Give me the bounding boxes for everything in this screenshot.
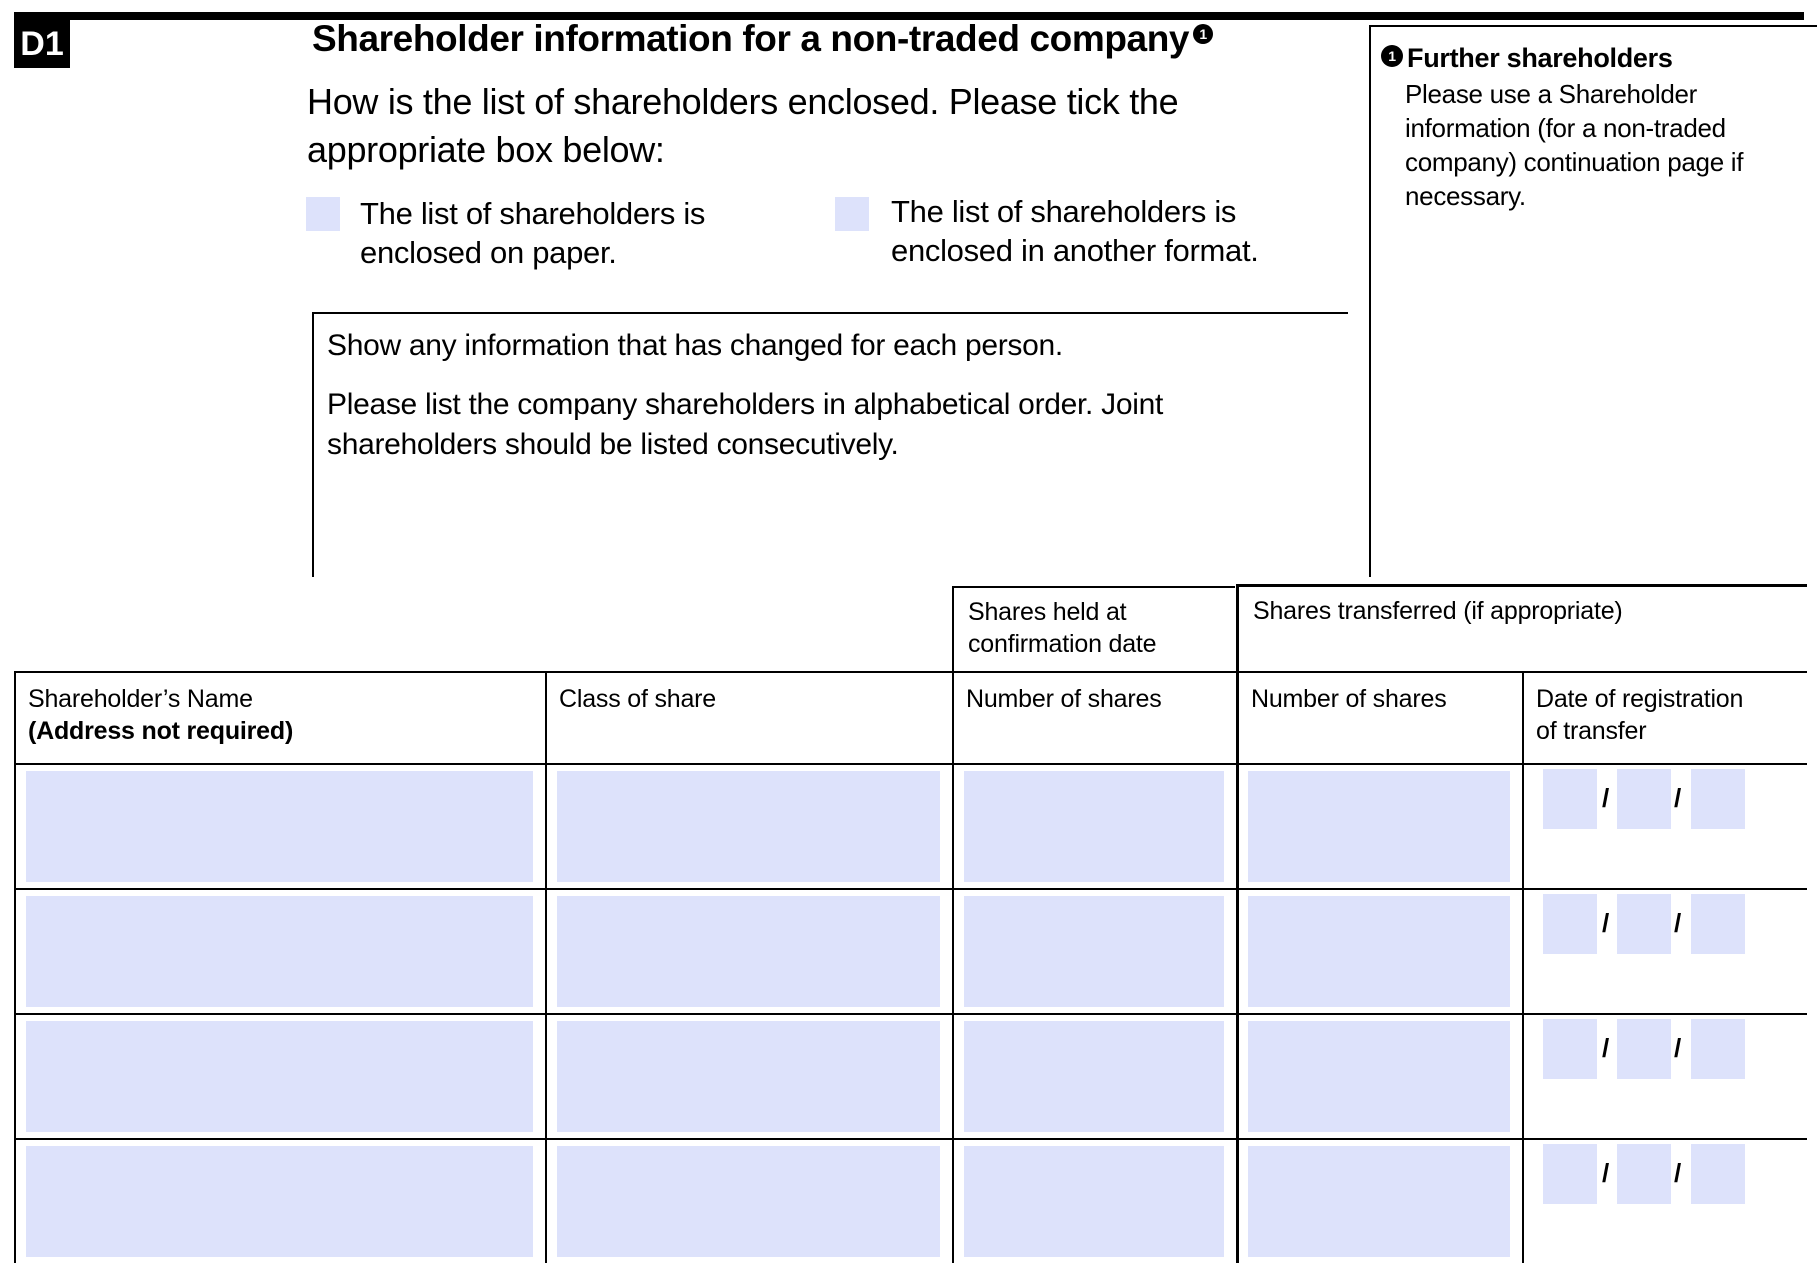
paper-option-line1: The list of shareholders is bbox=[360, 196, 706, 231]
row-1-date-month-field[interactable] bbox=[1617, 769, 1671, 829]
sidenote-body: Please use a Shareholder information (for a non-traded company) continuation page if necessary. bbox=[1405, 79, 1744, 211]
col-header-held-number bbox=[952, 671, 1236, 763]
col-header-name-note: (Address not required) bbox=[28, 717, 294, 745]
other-format-option-line1: The list of shareholders is bbox=[891, 194, 1237, 229]
row-3-date-separator-1: / bbox=[1602, 1033, 1610, 1063]
row-1-class-field[interactable] bbox=[557, 771, 940, 882]
sidenote-title bbox=[1381, 43, 1673, 74]
row-3-name-field[interactable] bbox=[26, 1021, 533, 1132]
shares-held-group-header: Shares held at confirmation date bbox=[952, 586, 1235, 671]
enclosure-question: How is the list of shareholders enclosed. Please tick the appropriate box below: bbox=[307, 81, 1179, 170]
col-header-date-text: Date of registration of transfer bbox=[1536, 685, 1744, 745]
row-2-date-year-field[interactable] bbox=[1691, 894, 1745, 954]
row-4-name-field[interactable] bbox=[26, 1146, 533, 1257]
instructions-line2: Please list the company shareholders in alphabetical order. Joint shareholders should be listed consecutively. bbox=[327, 388, 1163, 461]
row-2-date-day-field[interactable] bbox=[1543, 894, 1597, 954]
row-4-date-month-field[interactable] bbox=[1617, 1144, 1671, 1204]
row-2-class-field[interactable] bbox=[557, 896, 940, 1007]
instructions-line1: Show any information that has changed for each person. bbox=[327, 329, 1063, 362]
row-1-transferred-number-field[interactable] bbox=[1248, 771, 1510, 882]
other-format-checkbox[interactable] bbox=[835, 197, 869, 231]
row-3-date-day-field[interactable] bbox=[1543, 1019, 1597, 1079]
row-2-transferred-number-field[interactable] bbox=[1248, 896, 1510, 1007]
col-header-held-number-text: Number of shares bbox=[966, 685, 1162, 713]
row-4-date-separator-2: / bbox=[1674, 1158, 1682, 1188]
row-2-held-number-field[interactable] bbox=[964, 896, 1224, 1007]
col-header-transferred-number-text: Number of shares bbox=[1251, 685, 1447, 713]
other-format-option-label bbox=[891, 192, 1259, 270]
row-4-held-number-field[interactable] bbox=[964, 1146, 1224, 1257]
row-3-date-year-field[interactable] bbox=[1691, 1019, 1745, 1079]
row-4-transferred-number-field[interactable] bbox=[1248, 1146, 1510, 1257]
other-format-option-line2: enclosed in another format. bbox=[891, 233, 1259, 268]
col-header-name bbox=[14, 671, 545, 763]
paper-checkbox[interactable] bbox=[306, 197, 340, 231]
row-1-held-number-field[interactable] bbox=[964, 771, 1224, 882]
row-3-class-field[interactable] bbox=[557, 1021, 940, 1132]
row-4-class-field[interactable] bbox=[557, 1146, 940, 1257]
row-2-date-month-field[interactable] bbox=[1617, 894, 1671, 954]
instructions-box bbox=[312, 312, 1348, 577]
col-header-date bbox=[1522, 671, 1807, 763]
row-4-date-year-field[interactable] bbox=[1691, 1144, 1745, 1204]
row-3-date-separator-2: / bbox=[1674, 1033, 1682, 1063]
col-header-name-text: Shareholder’s Name bbox=[28, 685, 253, 713]
paper-option-label bbox=[360, 194, 705, 272]
note-marker-1: 1 bbox=[1193, 24, 1213, 44]
row-2-name-field[interactable] bbox=[26, 896, 533, 1007]
row-1-name-field[interactable] bbox=[26, 771, 533, 882]
col-header-class-text: Class of share bbox=[559, 685, 716, 713]
row-4-date-day-field[interactable] bbox=[1543, 1144, 1597, 1204]
section-title bbox=[312, 18, 1213, 60]
shares-transferred-group-header: Shares transferred (if appropriate) bbox=[1236, 584, 1807, 671]
row-1-date-separator-1: / bbox=[1602, 783, 1610, 813]
row-2-date-separator-2: / bbox=[1674, 908, 1682, 938]
row-3-held-number-field[interactable] bbox=[964, 1021, 1224, 1132]
row-1-date-separator-2: / bbox=[1674, 783, 1682, 813]
further-shareholders-note bbox=[1369, 25, 1817, 577]
paper-option-line2: enclosed on paper. bbox=[360, 235, 617, 270]
col-header-transferred-number bbox=[1236, 671, 1522, 763]
row-3-transferred-number-field[interactable] bbox=[1248, 1021, 1510, 1132]
row-1-date-day-field[interactable] bbox=[1543, 769, 1597, 829]
section-badge: D1 bbox=[14, 20, 70, 68]
row-1-date-year-field[interactable] bbox=[1691, 769, 1745, 829]
note-marker-icon: 1 bbox=[1381, 45, 1403, 67]
col-header-class bbox=[545, 671, 952, 763]
section-title-text: Shareholder information for a non-traded company bbox=[312, 18, 1190, 59]
row-3-date-month-field[interactable] bbox=[1617, 1019, 1671, 1079]
sidenote-title-text: Further shareholders bbox=[1407, 43, 1673, 73]
row-2-date-separator-1: / bbox=[1602, 908, 1610, 938]
row-4-date-separator-1: / bbox=[1602, 1158, 1610, 1188]
